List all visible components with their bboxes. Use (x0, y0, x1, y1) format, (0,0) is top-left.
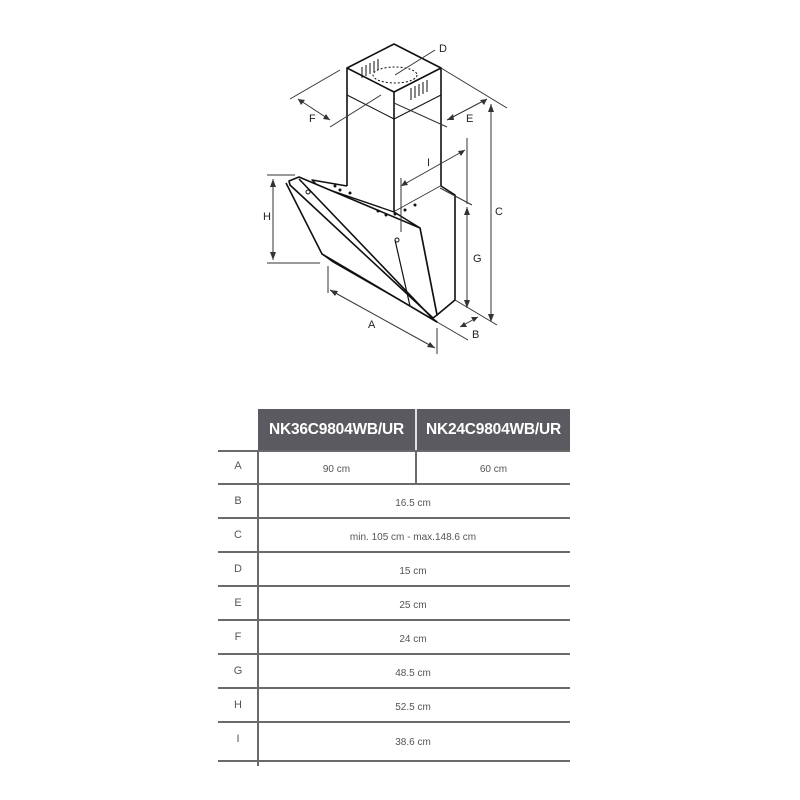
table-row-I (218, 721, 570, 762)
header-divider (415, 409, 417, 450)
row-key: I (236, 733, 240, 745)
label-E: E (466, 113, 474, 125)
row-value: min. 105 cm - max.148.6 cm (349, 532, 477, 543)
row-key: G (233, 665, 243, 677)
table-row-B (218, 483, 570, 519)
row-a-model-divider (415, 450, 417, 483)
row-value: 38.6 cm (395, 737, 431, 748)
label-C: C (495, 206, 503, 218)
row-key: B (234, 495, 242, 507)
table-row-H (218, 687, 570, 723)
column-header-nk36: NK36C9804WB/UR (258, 409, 415, 450)
row-value: 52.5 cm (395, 702, 431, 713)
row-key: E (234, 597, 242, 609)
label-G: G (473, 253, 482, 265)
label-B: B (472, 329, 480, 341)
table-row-F (218, 619, 570, 655)
row-value: 48.5 cm (395, 668, 431, 679)
table-row-A (218, 450, 570, 485)
hood-dimension-diagram (0, 0, 800, 380)
row-value: 16.5 cm (395, 498, 431, 509)
row-key: A (234, 460, 242, 472)
table-row-D (218, 551, 570, 587)
key-column-divider (257, 450, 259, 766)
table-row-E (218, 585, 570, 621)
label-I: I (427, 157, 431, 169)
label-H: H (263, 211, 271, 223)
row-key: F (234, 631, 242, 643)
row-key: D (234, 563, 242, 575)
row-value-nk36: 90 cm (322, 464, 351, 475)
row-value: 15 cm (399, 566, 427, 577)
row-value: 25 cm (399, 600, 427, 611)
row-value: 24 cm (399, 634, 427, 645)
table-row-C (218, 517, 570, 553)
column-header-nk24: NK24C9804WB/UR (417, 409, 570, 450)
row-key: H (234, 699, 242, 711)
label-A: A (368, 319, 376, 331)
row-value-nk24: 60 cm (479, 464, 508, 475)
label-D: D (439, 43, 447, 55)
label-F: F (309, 113, 316, 125)
row-key: C (234, 529, 242, 541)
table-row-G (218, 653, 570, 689)
